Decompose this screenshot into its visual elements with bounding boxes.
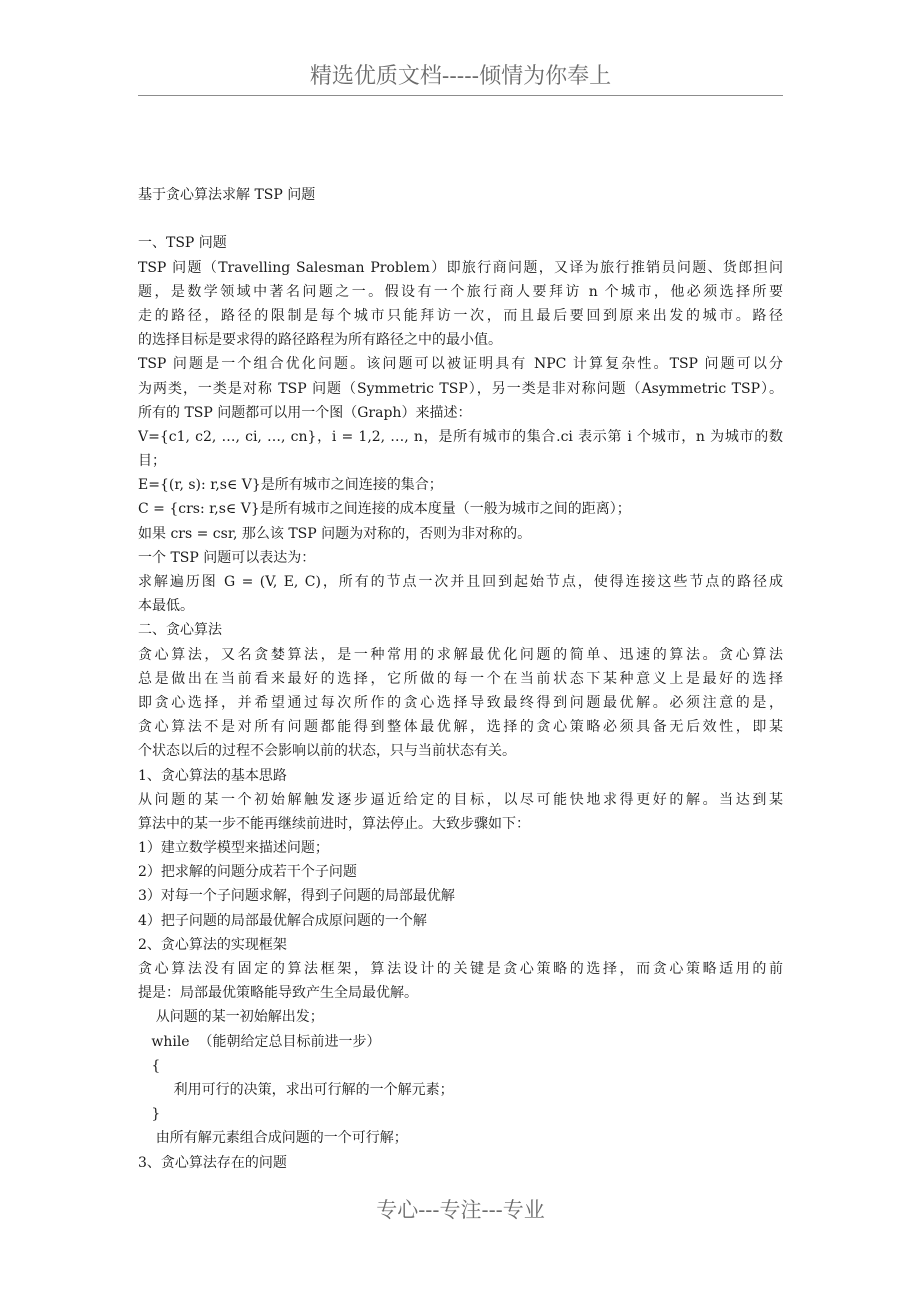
page-header: 精选优质文档-----倾情为你奉上 (309, 64, 612, 89)
text-line: E={(r, s): r,s∈ V}是所有城市之间连接的集合； (138, 477, 443, 494)
text-line: 一、TSP 问题 (138, 235, 227, 252)
text-line: C = {crs: r,s∈ V}是所有城市之间连接的成本度量（一般为城市之间的距离）； (138, 501, 631, 518)
text-line: 贪心算法，又名贪婪算法，是一种常用的求解最优化问题的简单、迅速的算法。贪心算法 (138, 646, 783, 663)
text-line: 总是做出在当前看来最好的选择，它所做的每一个在当前状态下某种意义上是最好的选择 (138, 670, 783, 687)
text-line: 如果 crs = csr, 那么该 TSP 问题为对称的，否则为非对称的。 (138, 525, 532, 542)
text-line: 目； (138, 453, 166, 470)
text-line: 1）建立数学模型来描述问题； (138, 840, 329, 857)
text-line: 个状态以后的过程不会影响以前的状态，只与当前状态有关。 (138, 743, 516, 760)
text-line: 利用可行的决策，求出可行解的一个解元素； (138, 1081, 454, 1098)
document-body (138, 183, 783, 1175)
text-line: 由所有解元素组合成问题的一个可行解； (138, 1130, 408, 1147)
text-line: { (138, 1057, 161, 1074)
text-line: 即贪心选择，并希望通过每次所作的贪心选择导致最终得到问题最优解。必须注意的是， (138, 694, 783, 711)
text-line: 一个 TSP 问题可以表达为： (138, 549, 316, 566)
text-line: 题，是数学领域中著名问题之一。假设有一个旅行商人要拜访 n 个城市，他必须选择所要 (138, 283, 783, 300)
text-line: 4）把子问题的局部最优解合成原问题的一个解 (138, 912, 427, 929)
text-line: 贪心算法不是对所有问题都能得到整体最优解，选择的贪心策略必须具备无后效性，即某 (138, 719, 783, 736)
document-title: 基于贪心算法求解 TSP 问题 (138, 187, 316, 203)
text-line: while （能朝给定总目标前进一步） (138, 1033, 381, 1050)
text-line: } (138, 1106, 161, 1123)
text-line: 所有的 TSP 问题都可以用一个图（Graph）来描述： (138, 404, 472, 421)
text-line: 3、贪心算法存在的问题 (138, 1154, 287, 1171)
text-line: 贪心算法没有固定的算法框架，算法设计的关键是贪心策略的选择，而贪心策略适用的前 (138, 961, 783, 977)
text-line: 走的路径，路径的限制是每个城市只能拜访一次，而且最后要回到原来出发的城市。路径 (138, 307, 783, 324)
text-line: 为两类，一类是对称 TSP 问题（Symmetric TSP），另一类是非对称问题（Asymmetric TSP）。 (138, 380, 783, 397)
text-line: 二、贪心算法 (138, 622, 222, 639)
page-footer: 专心---专注---专业 (376, 1198, 545, 1222)
text-line: 求解遍历图 G = (V, E, C)，所有的节点一次并且回到起始节点，使得连接这些节点的路径成 (138, 574, 783, 590)
text-line: V={c1, c2, …, ci, …, cn}，i = 1,2, …, n，是所有城市的集合.ci 表示第 i 个城市，n 为城市的数 (138, 428, 783, 445)
text-line: TSP 问题（Travelling Salesman Problem）即旅行商问题，又译为旅行推销员问题、货郎担问 (138, 259, 783, 276)
text-line: 提是：局部最优策略能导致产生全局最优解。 (138, 985, 418, 1002)
text-line: 从问题的某一初始解出发； (138, 1009, 324, 1026)
text-line: 从问题的某一个初始解触发逐步逼近给定的目标，以尽可能快地求得更好的解。当达到某 (138, 791, 783, 808)
text-line: 2）把求解的问题分成若干个子问题 (138, 864, 357, 881)
body-text (138, 231, 783, 1174)
text-line: 本最低。 (138, 598, 194, 615)
blank-line (138, 207, 783, 231)
text-line: TSP 问题是一个组合优化问题。该问题可以被证明具有 NPC 计算复杂性。TSP 问题可以分 (138, 356, 783, 373)
text-line: 1、贪心算法的基本思路 (138, 767, 287, 784)
text-line: 2、贪心算法的实现框架 (138, 936, 287, 953)
text-line: 算法中的某一步不能再继续前进时，算法停止。大致步骤如下： (138, 815, 530, 832)
text-line: 3）对每一个子问题求解，得到子问题的局部最优解 (138, 888, 455, 905)
text-line: 的选择目标是要求得的路径路程为所有路径之中的最小值。 (138, 332, 502, 349)
header-divider (138, 95, 783, 96)
